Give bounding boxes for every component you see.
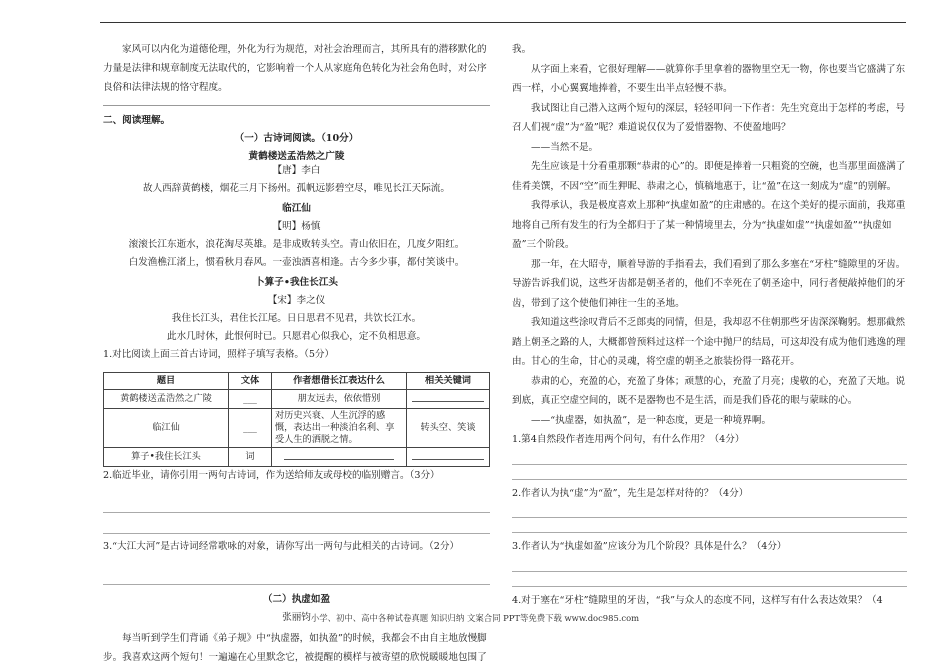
- blank-line: [412, 391, 484, 402]
- table-row: [104, 408, 490, 447]
- essay-paragraph: 我知道这些涂叹背后不乏郎夷的同情，但是，我却忍不住朝那些牙齿深深鞠躬。想那截然踏上朝圣之路的人，大概都曾预料过这样一个途中抛尸的结局，可这却没有成为他们逃逸的理由。甘心的生命，甘心的灵魂，将空虚的朝圣之旅装扮得一路花开。: [512, 317, 906, 367]
- answer-line[interactable]: [512, 503, 907, 518]
- essay-paragraph: 先生应该是十分看重那颗“恭肃的心”的。即便是捧着一只粗瓷的空碗，也当那里面盛满了佳肴美馔，不因“空”而生狎昵、恭肃之心，慎稿地惠于，让“盈”在这一刻成为“虚”的别解。: [512, 161, 906, 192]
- essay-paragraph: 我得承认，我是极度喜欢上那种“执虚如盈”的庄肃感的。在这个美好的提示面前，我郑重地将自己所有发生的行为全都归于了某一种情境里去，分为“执虚如虚”“执虚如盈”“执虚如盈”三个阶段。: [512, 200, 906, 250]
- table-header: 相关关键词: [407, 372, 490, 389]
- subsection-heading: （二）执虚如盈: [262, 593, 331, 605]
- subsection-heading: （一）古诗词阅读。（10分）: [234, 133, 359, 144]
- answer-line[interactable]: [512, 450, 907, 465]
- cell-keywords: 转头空、笑谈: [407, 408, 490, 447]
- cell-genre: 词: [229, 447, 272, 466]
- cell-title: 算子•我住长江头: [104, 447, 229, 466]
- page-footer: 小学、初中、高中各种试卷真题 知识归纳 文案合同 PPT等免费下载 www.doc985.com: [310, 613, 640, 623]
- question-1: 1.对比阅读上面三首古诗词，照样子填写表格。（5分）: [103, 349, 335, 360]
- question-3: 3.“大江大河”是古诗词经常歌咏的对象，请你写出一两句与此相关的古诗词。（2分）: [103, 541, 460, 553]
- answer-line[interactable]: [512, 557, 907, 572]
- intro-paragraph: 家风可以内化为道德伦理，外化为行为规范，对社会治理而言，其所具有的潜移默化的力量是法律和规章制度无法取代的，它影响着一个人从家庭角色转化为社会角色时，对公序良俗和法律法规的恪守程度。: [103, 44, 487, 93]
- essay-paragraph: 从字面上来看，它很好理解——就算你手里拿着的器物里空无一物，你也要当它盛满了东西一样，小心翼翼地捧着，不要生出半点轻慢不恭。: [512, 63, 906, 94]
- left-column: [103, 40, 490, 667]
- question-3: 3.作者认为“执虚如盈”应该分为几个阶段？具体是什么？（4分）: [512, 541, 787, 552]
- answer-line[interactable]: [512, 465, 907, 480]
- table-header: 文体: [229, 372, 272, 389]
- poem1-line: 故人西辞黄鹤楼，烟花三月下扬州。孤帆远影碧空尽，唯见长江天际流。: [143, 183, 450, 194]
- table-row: [104, 447, 490, 466]
- answer-line[interactable]: [103, 564, 490, 585]
- poem3-line: 我住长江头，君住长江尾。日日思君不见君，共饮长江水。: [171, 313, 422, 324]
- section-heading: 二、阅读理解。: [103, 115, 171, 126]
- poem2-title: 临江仙: [282, 203, 311, 214]
- top-rule: [100, 22, 906, 23]
- table-row: [104, 389, 490, 408]
- cell-title: 临江仙: [104, 408, 229, 447]
- blank-line: [284, 449, 394, 460]
- question-2: 2.作者认为执“虚”为“盈”，先生是怎样对待的？（4分）: [512, 487, 749, 499]
- answer-line[interactable]: [103, 492, 490, 513]
- essay-paragraph: 每当听到学生们背诵《弟子规》中“执虚器，如执盈”的时候，我都会不由自主地放慢脚步。我喜欢这两个短句！一遍遍在心里默念它，被提醒的模样与被寄望的欣悦暖暖地包围了: [103, 632, 487, 663]
- essay-paragraph: 恭肃的心，充盈的心，充盈了身体；顽慧的心，充盈了月亮；虔敬的心，充盈了天地。说到底，真正空虚空间的，既不是器物也不是生活，而是我们昏花的眼与蒙昧的心。: [512, 375, 906, 406]
- essay-paragraph: 我试图让自己潜入这两个短句的深层，轻轻叩问一下作者：先生究竟出于怎样的考虑，号召人们视“虚”为“盈”呢？难道说仅仅为了爱惜器物、不使盈地吗？: [512, 102, 906, 133]
- question-1: 1.第4自然段作者连用两个问句，有什么作用？（4分）: [512, 434, 745, 445]
- essay-paragraph: 那一年，在大昭寺，顺着导游的手指看去，我们看到了那么多塞在“牙柱”缝隙里的牙齿。导游告诉我们说，这些牙齿都是朝圣者的，他们不幸死在了朝圣途中，同行者便敲掉他们的牙齿，带到了这个使他们神往一生的圣地。: [512, 258, 906, 309]
- answer-line[interactable]: [512, 572, 907, 587]
- answer-line[interactable]: [512, 518, 907, 533]
- question-4: 4.对于塞在“牙柱”缝隙里的牙齿，“我”与众人的态度不同，这样写有什么表达效果？（4: [512, 594, 883, 606]
- cell-meaning: 对历史兴衰、人生沉浮的感慨，表达出一种淡泊名利、享受人生的洒脱之情。: [272, 408, 407, 447]
- poem2-author: 【明】杨慎: [272, 221, 321, 232]
- cell-genre[interactable]: ___: [229, 408, 272, 447]
- blank-line: [412, 449, 484, 460]
- right-column: [512, 40, 907, 610]
- essay-author: 张丽钧: [282, 611, 311, 623]
- table-header: 作者想借长江表达什么: [272, 372, 407, 389]
- cell-keywords[interactable]: [407, 447, 490, 466]
- poem3-author: 【宋】李之仪: [267, 295, 326, 306]
- essay-continuation: 我。: [512, 44, 532, 55]
- essay-paragraph: ——当然不是。: [531, 141, 599, 153]
- cell-genre[interactable]: ___: [229, 389, 272, 408]
- question-2: 2.临近毕业，请你引用一两句古诗词，作为送给师友或母校的临别赠言。（3分）: [103, 469, 440, 481]
- poem2-line: 滚滚长江东逝水，浪花淘尽英雄。是非成败转头空。青山依旧在，几度夕阳红。: [128, 239, 465, 250]
- essay-paragraph: ——“执虚器，如执盈”，是一种态度，更是一种境界啊。: [531, 414, 772, 426]
- poem2-line: 白发渔樵江渚上，惯看秋月春风。一壶浊酒喜相逢。古今多少事，都付笑谈中。: [128, 257, 465, 268]
- cell-meaning[interactable]: [272, 447, 407, 466]
- cell-title: 黄鹤楼送孟浩然之广陵: [104, 389, 229, 408]
- answer-table: [103, 372, 490, 467]
- cell-keywords[interactable]: [407, 389, 490, 408]
- poem1-title: 黄鹤楼送孟浩然之广陵: [248, 151, 345, 162]
- poem3-title: 卜算子•我住长江头: [255, 277, 338, 288]
- poem3-line: 此水几时休，此恨何时已。只愿君心似我心，定不负相思意。: [166, 331, 427, 342]
- table-header: 题目: [104, 372, 229, 389]
- poem1-author: 【唐】李白: [272, 165, 321, 176]
- cell-meaning: 朋友远去，依依惜别: [272, 389, 407, 408]
- answer-line[interactable]: [103, 513, 490, 534]
